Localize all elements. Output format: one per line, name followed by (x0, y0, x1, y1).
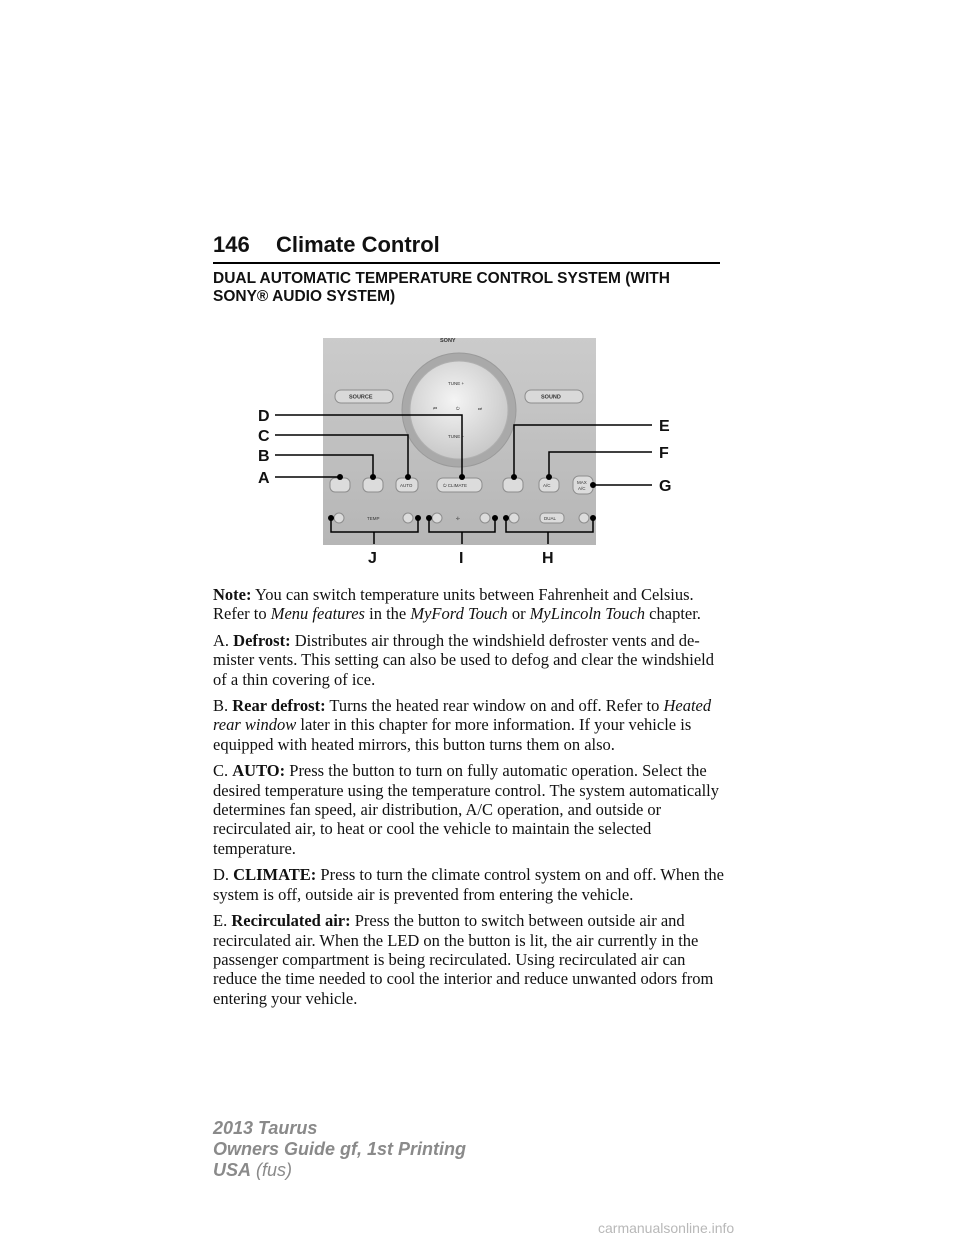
max-ac-label-2: A/C (578, 486, 586, 491)
tune-minus-label: TUNE – (448, 434, 465, 439)
callout-d: D (258, 408, 270, 425)
fan-minus-button[interactable] (432, 513, 442, 523)
fan-icon: ✢ (456, 516, 460, 521)
power-icon: ⏻ (456, 406, 460, 411)
callout-b: B (258, 448, 270, 465)
ac-label: A/C (543, 483, 551, 488)
item-d-climate: D. CLIMATE: Press to turn the climate control system on and off. When the system is off, outside air is prevented from entering the vehicle. (213, 865, 724, 904)
recirculate-button[interactable] (503, 478, 523, 492)
auto-label: AUTO (400, 483, 413, 488)
max-ac-label-1: MAX (577, 480, 587, 485)
footer-model: 2013 Taurus (213, 1118, 318, 1138)
source-label: SOURCE (349, 394, 373, 401)
dual-label: DUAL (544, 516, 557, 521)
climate-control-panel-figure (240, 330, 700, 580)
seek-back-icon: ⏮ (433, 406, 438, 411)
section-title (213, 270, 723, 306)
watermark: carmanualsonline.info (598, 1220, 735, 1236)
mylincoln-touch-ref: MyLincoln Touch (529, 604, 646, 624)
sony-logo: SONY (440, 338, 456, 344)
temp-plus-button[interactable] (403, 513, 413, 523)
passenger-temp-minus-button[interactable] (509, 513, 519, 523)
item-c-auto: C. AUTO: Press the button to turn on fully automatic operation. Select the desired temperature using the temperature control. The system automatically determines fan speed, air distribution, A/C operation, and outside or recirculated air, to heat or cool the vehicle to maintain the selected temperature. (213, 761, 719, 858)
callout-g: G (659, 478, 672, 495)
callout-h: H (542, 550, 554, 567)
callout-j: J (368, 550, 377, 567)
note-label: Note: (213, 585, 252, 604)
note-paragraph: Note: You can switch temperature units between Fahrenheit and Celsius. Refer to Menu features in the MyFord Touch or MyLincoln Touch chapter. (213, 585, 701, 624)
fan-plus-button[interactable] (480, 513, 490, 523)
item-e-recirculated-air: E. Recirculated air: Press the button to switch between outside air and recirculated air. When the LED on the button is lit, the air currently in the passenger compartment is being recirculated. Using recirculated air can reduce the time needed to cool the interior and reduce unwanted odors from entering your vehicle. (213, 911, 714, 1008)
section-title-line-1: DUAL AUTOMATIC TEMPERATURE CONTROL SYSTEM (WITH (213, 270, 670, 287)
climate-label: ⏻ CLIMATE (443, 483, 467, 488)
rear-defrost-button[interactable] (363, 478, 383, 492)
chapter-title: Climate Control (276, 232, 440, 257)
callout-c: C (258, 428, 270, 445)
myford-touch-ref: MyFord Touch (410, 604, 508, 624)
footer-edition: Owners Guide gf, 1st Printing (213, 1139, 467, 1159)
panel-illustration (240, 330, 700, 580)
footer-region: USA (fus) (213, 1160, 293, 1180)
temp-label: TEMP (367, 516, 380, 521)
tune-plus-label: TUNE + (448, 381, 465, 386)
page-number: 146 (213, 232, 250, 257)
callout-i: I (459, 550, 464, 567)
temp-minus-button[interactable] (334, 513, 344, 523)
item-b-rear-defrost: B. Rear defrost: Turns the heated rear window on and off. Refer to Heated rear window later in this chapter for more information. If your vehicle is equipped with heated mirrors, this button turns them on also. (213, 696, 712, 754)
seek-forward-icon: ⏭ (478, 406, 483, 411)
heated-rear-window-ref: Heated rear window (213, 696, 712, 735)
section-title-line-2: SONY® AUDIO SYSTEM) (213, 288, 396, 305)
callout-a: A (258, 470, 270, 487)
callout-f: F (659, 445, 669, 462)
passenger-temp-plus-button[interactable] (579, 513, 589, 523)
defrost-button[interactable] (330, 478, 350, 492)
page-header (213, 232, 720, 264)
page-footer (213, 1118, 466, 1181)
body-text (213, 585, 728, 1015)
callout-e: E (659, 418, 670, 435)
sound-label: SOUND (541, 394, 561, 401)
menu-features-ref: Menu features (270, 604, 365, 624)
item-a-defrost: A. Defrost: Distributes air through the windshield defroster vents and de-mister vents. This setting can also be used to defog and clear the windshield of a thin covering of ice. (213, 630, 714, 689)
